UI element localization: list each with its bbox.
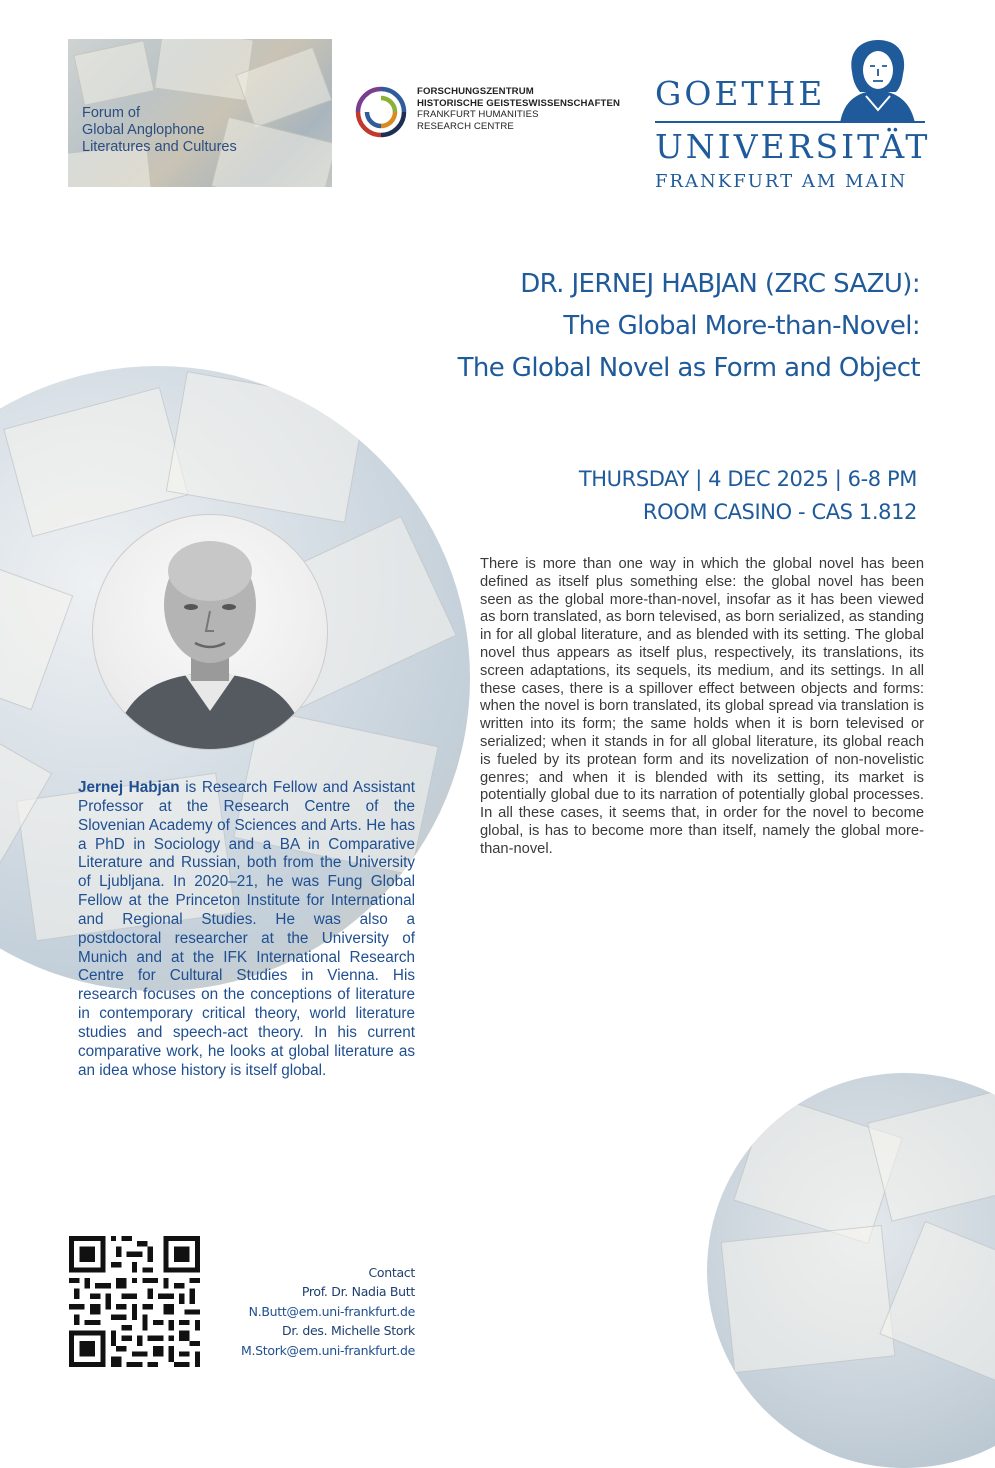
contact-person-1: Prof. Dr. Nadia Butt bbox=[301, 1284, 415, 1300]
research-centre-line-2: HISTORISCHE GEISTESWISSENSCHAFTEN bbox=[417, 97, 621, 109]
event-title-line-1: DR. JERNEJ HABJAN (ZRC SAZU): bbox=[520, 269, 920, 299]
contact-email-1[interactable]: N.Butt@em.uni-frankfurt.de bbox=[248, 1303, 415, 1319]
speaker-bio bbox=[78, 779, 415, 1081]
contact-heading: Contact bbox=[368, 1265, 415, 1280]
event-title-line-3: The Global Novel as Form and Object bbox=[457, 353, 920, 383]
goethe-portrait-icon bbox=[830, 38, 925, 123]
contact-person-2: Dr. des. Michelle Stork bbox=[282, 1323, 415, 1339]
map-collage-circle-small bbox=[707, 1073, 995, 1468]
university-line-1: GOETHE bbox=[655, 74, 826, 113]
event-date-line: THURSDAY | 4 DEC 2025 | 6-8 PM bbox=[578, 467, 917, 491]
event-room-line: ROOM CASINO - CAS 1.812 bbox=[642, 500, 917, 524]
abstract-text: There is more than one way in which the global novel has been defined as itself plus something else: the global novel has been seen as the global more-than-novel, insofar as it has been viewed as born translated, as born televised, as born serialized, as standing in for all global literature, and as blended with its setting. The global novel thus appears as itself plus, respectively, its translations, its screen adaptations, its sequels, its medium, and its settings. In all these cases, there is a spillover effect between objects and forms: when the novel is born translated, its global spread via translation is written into its form; the same holds when it is born televised or serialized; when it stands in for all global literature, its global reach is fueled by its protean form and its novelization of non-novelistic genres; and when it is blended with its setting, its market is potentially global due to its narration of potentially global processes. In all these cases, it seems that, in order for the novel to become global, is has to become more than itself, namely the global more-than-novel. bbox=[480, 556, 924, 857]
university-line-3: FRANKFURT AM MAIN bbox=[655, 171, 908, 192]
goethe-university-logo bbox=[655, 38, 930, 193]
qr-code-icon[interactable] bbox=[69, 1236, 200, 1367]
research-centre-logo-icon bbox=[353, 84, 409, 140]
research-centre-line-3: FRANKFURT HUMANITIES bbox=[417, 109, 539, 120]
research-centre-name bbox=[417, 86, 620, 132]
research-centre-line-1: FORSCHUNGSZENTRUM bbox=[417, 86, 534, 97]
event-title-line-2: The Global More-than-Novel: bbox=[563, 311, 920, 341]
forum-line-2: Global Anglophone bbox=[82, 122, 205, 138]
speaker-portrait-icon bbox=[93, 515, 327, 749]
forum-line-1: Forum of bbox=[82, 105, 141, 121]
contact-email-2[interactable]: M.Stork@em.uni-frankfurt.de bbox=[240, 1342, 415, 1358]
contact-block bbox=[241, 1263, 415, 1360]
forum-line-3: Literatures and Cultures bbox=[82, 139, 237, 155]
event-datetime bbox=[579, 463, 917, 529]
forum-logo bbox=[68, 39, 332, 187]
speaker-name: Jernej Habjan bbox=[78, 779, 180, 796]
event-title bbox=[458, 263, 920, 389]
research-centre-line-4: RESEARCH CENTRE bbox=[417, 120, 514, 132]
bio-text: is Research Fellow and Assistant Professor at the Research Centre of the Slovenian Academy of Sciences and Arts. He has a PhD in Sociology and a BA in Comparative Literature and Russian, both from the University of Ljubljana. In 2020–21, he was Fung Global Fellow at the Princeton Institute for International and Regional Studies. He was also a postdoctoral researcher at the University of Munich and at the IFK International Research Centre for Cultural Studies in Vienna. His research focuses on the conceptions of literature in contemporary critical theory, world literature studies and speech-act theory. In his current comparative work, he looks at global literature as an idea whose history is itself global. bbox=[78, 779, 415, 1079]
speaker-photo bbox=[92, 514, 328, 750]
university-line-2: UNIVERSITÄT bbox=[655, 127, 931, 166]
